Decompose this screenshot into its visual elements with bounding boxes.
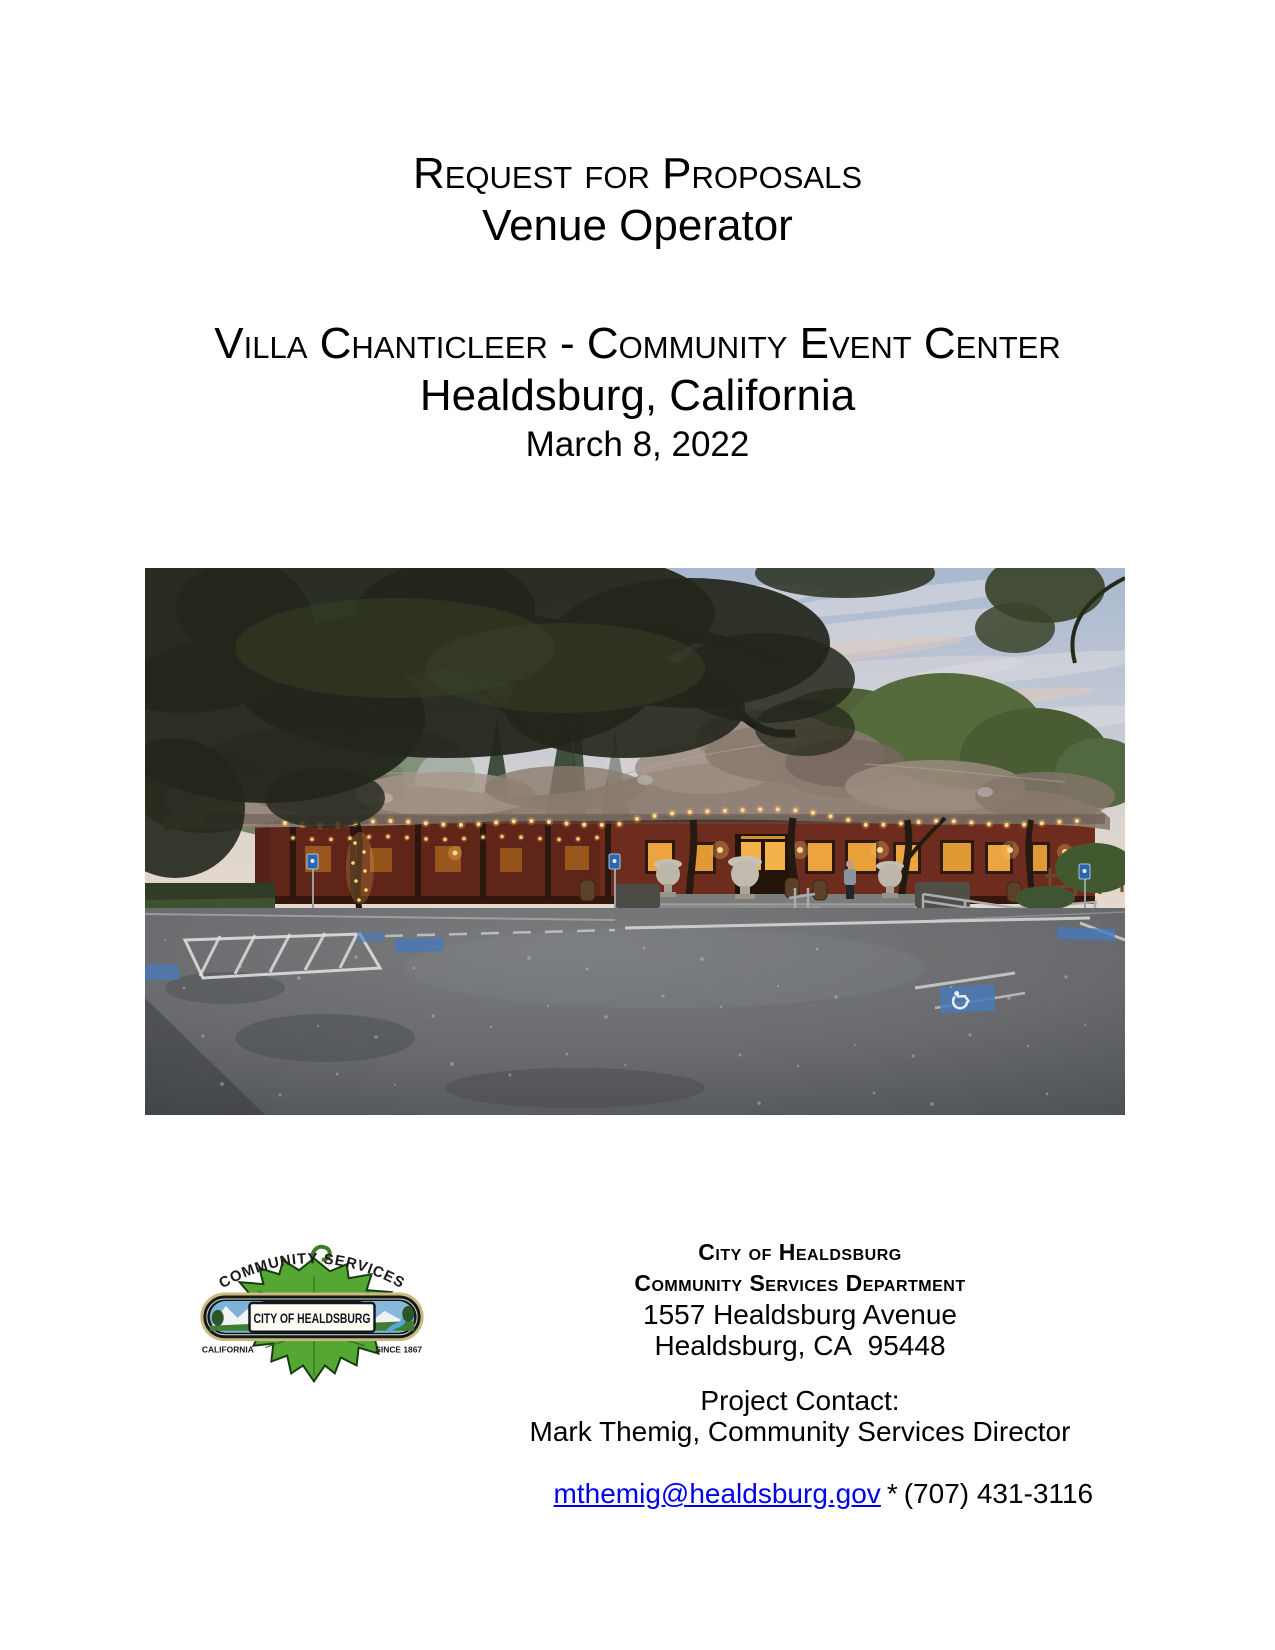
handicap-stencil [939,985,995,1014]
org-address-line2: Healdsburg, CA 95448 [654,1330,946,1361]
venue-photo-illustration [145,568,1125,1115]
logo-arc-text: COMMUNITY SERVICES [216,1251,408,1292]
fairy-lit-trunk [346,832,374,904]
email-link[interactable]: mthemig@healdsburg.gov [553,1478,881,1509]
document-date: March 8, 2022 [525,425,750,464]
venue-heading [0,318,1275,468]
title-line-1: Request for Proposals [412,149,863,198]
org-contact-block [480,1237,1120,1540]
project-contact-name: Mark Themig, Community Services Director [529,1416,1071,1447]
badge [202,1294,422,1340]
project-contact-line [480,1447,1120,1540]
contact-phone: (707) 431-3116 [903,1478,1094,1509]
org-address-line1: 1557 Healdsburg Avenue [643,1299,957,1330]
project-contact-heading: Project Contact: [700,1385,900,1416]
document-title [0,148,1275,252]
logo-badge-text: CITY OF HEALDSBURG [253,1309,371,1326]
contact-separator: * [886,1478,898,1509]
venue-photo [145,568,1125,1115]
org-department: Community Services Department [634,1270,966,1296]
venue-name: Villa Chanticleer - Community Event Center [214,319,1061,368]
blank-line [480,1361,1120,1385]
venue-location: Healdsburg, California [419,371,856,420]
logo-left-caption: CALIFORNIA [201,1344,254,1355]
parking-lot [145,908,1125,1115]
logo-right-caption: SINCE 1867 [375,1344,423,1355]
glowing-windows [645,840,1050,874]
title-line-2: Venue Operator [482,201,793,250]
city-logo-svg [188,1216,436,1384]
org-name: City of Healdsburg [698,1239,902,1265]
city-logo [188,1216,436,1384]
